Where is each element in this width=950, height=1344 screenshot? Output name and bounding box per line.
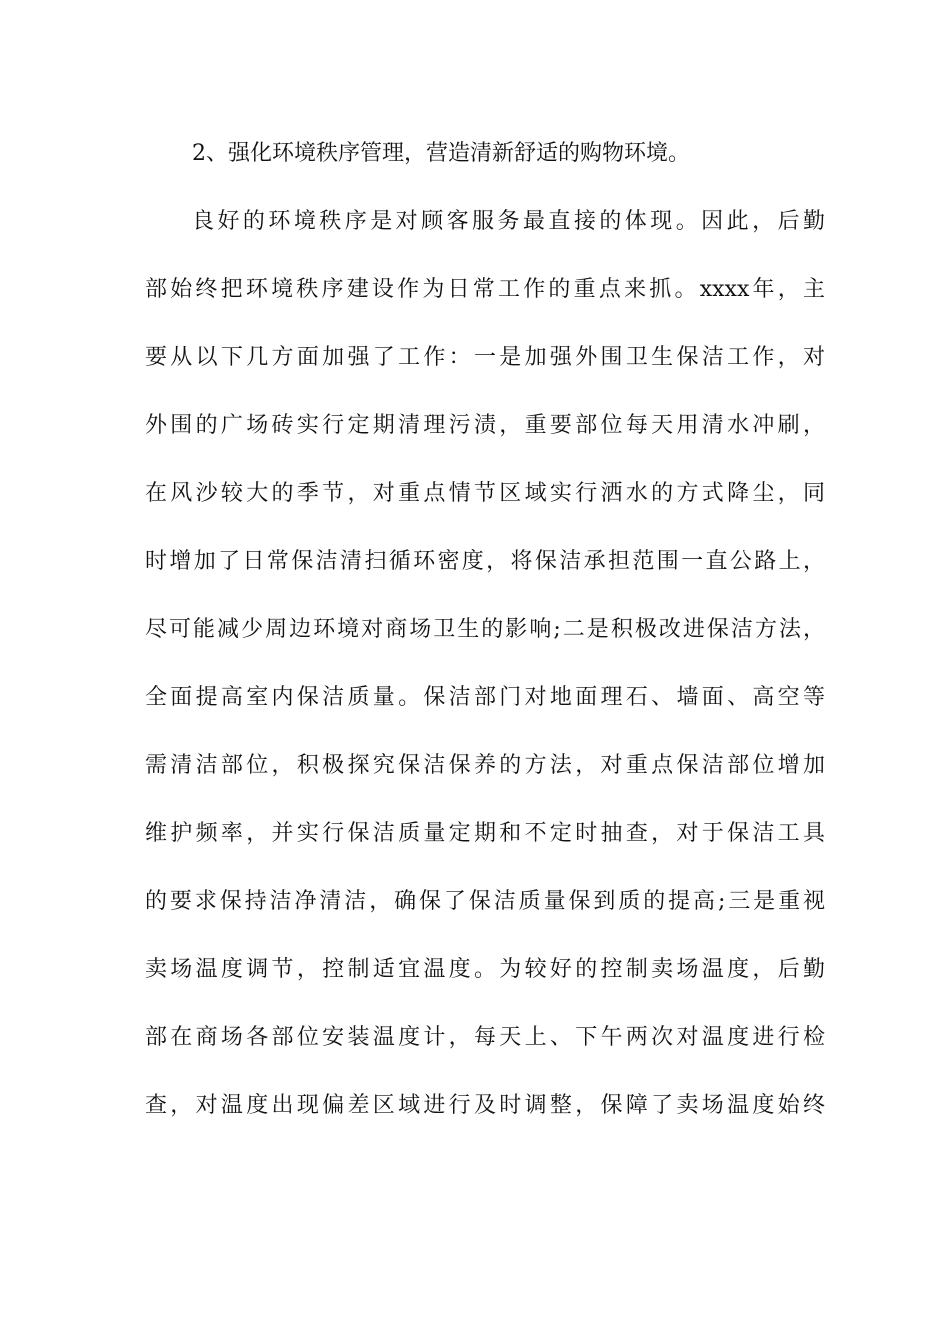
paragraph-line: 需清洁部位，积极探究保洁保养的方法，对重点保洁部位增加 — [145, 753, 825, 778]
paragraph-line: 全面提高室内保洁质量。保洁部门对地面理石、墙面、高空等 — [145, 685, 825, 710]
paragraph-line: 在风沙较大的季节，对重点情节区域实行洒水的方式降尘，同 — [145, 481, 825, 506]
paragraph-line: 查，对温度出现偏差区域进行及时调整，保障了卖场温度始终 — [145, 1093, 825, 1118]
section-heading: 2、强化环境秩序管理，营造清新舒适的购物环境。 — [192, 141, 690, 166]
paragraph-line: 部始终把环境秩序建设作为日常工作的重点来抓。xxxx年，主 — [145, 277, 825, 302]
paragraph-line: 时增加了日常保洁清扫循环密度，将保洁承担范围一直公路上， — [145, 549, 825, 574]
paragraph-line: 外围的广场砖实行定期清理污渍，重要部位每天用清水冲刷， — [145, 413, 825, 438]
document-body — [145, 128, 825, 1148]
paragraph-line: 要从以下几方面加强了工作：一是加强外围卫生保洁工作，对 — [145, 345, 825, 370]
paragraph-line: 尽可能减少周边环境对商场卫生的影响;二是积极改进保洁方法， — [145, 617, 825, 642]
paragraph-line: 部在商场各部位安装温度计，每天上、下午两次对温度进行检 — [145, 1025, 825, 1050]
paragraph-line: 维护频率，并实行保洁质量定期和不定时抽查，对于保洁工具 — [145, 821, 825, 846]
paragraph-line: 的要求保持洁净清洁，确保了保洁质量保到质的提高;三是重视 — [145, 889, 825, 914]
paragraph-line: 卖场温度调节，控制适宜温度。为较好的控制卖场温度，后勤 — [145, 957, 825, 982]
paragraph-line: 良好的环境秩序是对顾客服务最直接的体现。因此，后勤 — [192, 209, 825, 234]
